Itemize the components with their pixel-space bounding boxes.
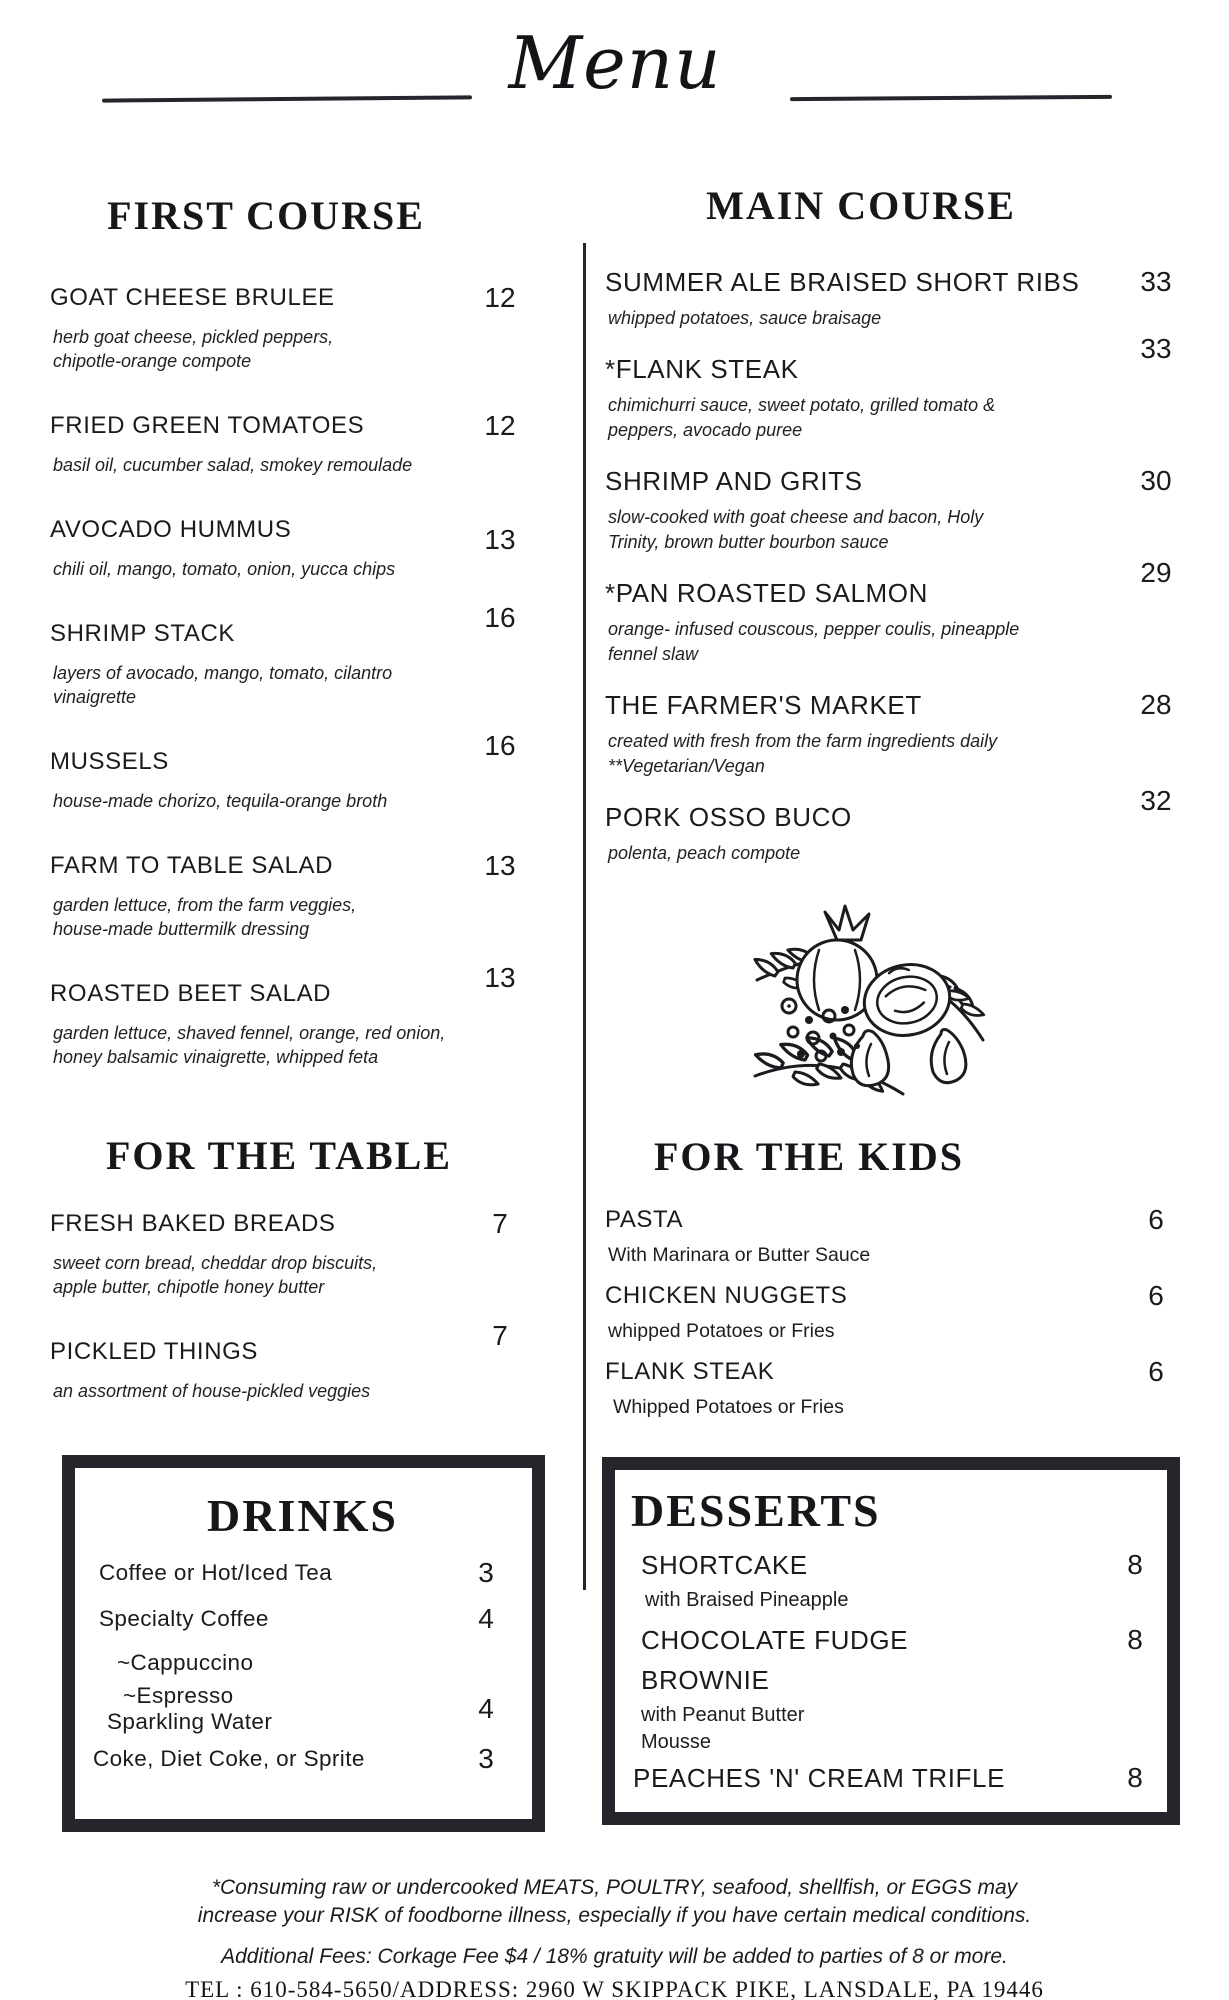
footer: [0, 1874, 1229, 2000]
menu-item: [605, 465, 1179, 555]
item-name-group: ~Espresso Sparkling Water: [107, 1683, 273, 1734]
item-name: CHOCOLATE FUDGE: [641, 1625, 909, 1655]
item-price: 3: [478, 1557, 494, 1588]
item-description: orange- infused couscous, pepper coulis, pineapple fennel slaw: [608, 619, 1020, 664]
item-name: PASTA: [605, 1206, 684, 1233]
item-description: garden lettuce, from the farm veggies, house-made buttermilk dressing: [53, 895, 357, 939]
footer-contact: TEL : 610-584-5650/ADDRESS: 2960 W SKIPPACK PIKE, LANSDALE, PA 19446: [185, 1977, 1044, 2000]
item-name: ~Cappuccino: [117, 1650, 254, 1675]
item-price: 33: [1140, 333, 1172, 364]
drink-item: [99, 1557, 506, 1589]
item-description: an assortment of house-pickled veggies: [53, 1381, 371, 1401]
item-description: with Peanut Butter Mousse: [641, 1704, 805, 1753]
menu-item: [605, 785, 1179, 866]
dessert-item: [631, 1762, 1155, 1794]
item-name: SHRIMP AND GRITS: [605, 466, 863, 496]
menu-item: [50, 1209, 545, 1299]
item-name: PICKLED THINGS: [50, 1338, 259, 1365]
item-name: PEACHES 'N' CREAM TRIFLE: [633, 1763, 1006, 1793]
right-column: [605, 170, 1179, 1433]
item-name: *PAN ROASTED SALMON: [605, 578, 928, 608]
item-name: SHRIMP STACK: [50, 620, 236, 647]
for-the-table-items: [50, 1209, 545, 1403]
item-price: 30: [1140, 465, 1172, 496]
drink-item: [99, 1649, 506, 1677]
menu-title: Menu: [508, 21, 722, 105]
item-name: FLANK STEAK: [605, 1358, 775, 1385]
menu-item: [605, 1205, 1179, 1268]
header-rule-left: [102, 95, 472, 102]
item-price: 4: [478, 1693, 494, 1724]
for-the-table-heading: FOR THE TABLE: [105, 1133, 453, 1178]
item-description: sweet corn bread, cheddar drop biscuits, apple butter, chipotle honey butter: [53, 1253, 378, 1297]
item-price: 13: [484, 962, 516, 993]
main-course-heading: MAIN COURSE: [706, 183, 1016, 228]
item-name: PORK OSSO BUCO: [605, 802, 852, 832]
item-name: AVOCADO HUMMUS: [50, 516, 292, 543]
main-course-items: [605, 266, 1179, 866]
item-price: 8: [1127, 1624, 1143, 1655]
item-name: FRESH BAKED BREADS: [50, 1210, 336, 1237]
menu-item: [605, 1357, 1179, 1420]
drink-item: [99, 1603, 506, 1635]
item-description: house-made chorizo, tequila-orange broth: [53, 791, 388, 811]
item-name: *FLANK STEAK: [605, 354, 799, 384]
item-price: 6: [1148, 1280, 1164, 1311]
menu-item: [605, 266, 1179, 331]
first-course-heading: FIRST COURSE: [107, 193, 425, 238]
item-price: 8: [1127, 1549, 1143, 1580]
for-the-kids-items: [605, 1205, 1179, 1420]
menu-item: [605, 689, 1179, 779]
item-name: SUMMER ALE BRAISED SHORT RIBS: [605, 267, 1080, 297]
item-name: Specialty Coffee: [99, 1606, 269, 1631]
footer-fees-note: Additional Fees: Corkage Fee $4 / 18% gratuity will be added to parties of 8 or more.: [221, 1945, 1008, 1968]
item-description: slow-cooked with goat cheese and bacon, Holy Trinity, brown butter bourbon sauce: [608, 507, 984, 552]
item-description: created with fresh from the farm ingredients daily **Vegetarian/Vegan: [608, 731, 998, 776]
dessert-item: [631, 1549, 1155, 1614]
drinks-heading: DRINKS: [207, 1490, 398, 1541]
item-description: basil oil, cucumber salad, smokey remoulade: [53, 455, 413, 475]
item-name: Coke, Diet Coke, or Sprite: [93, 1746, 365, 1771]
item-description: whipped Potatoes or Fries: [608, 1320, 835, 1342]
drinks-items: [93, 1557, 506, 1775]
item-name: FARM TO TABLE SALAD: [50, 852, 334, 879]
column-divider: [583, 243, 586, 1590]
drinks-box: [62, 1455, 545, 1832]
menu-item: [50, 1320, 545, 1403]
item-price: 7: [492, 1320, 508, 1351]
menu-item: [605, 557, 1179, 667]
footer-disclaimer: *Consuming raw or undercooked MEATS, POULTRY, seafood, shellfish, or EGGS may increase your RISK of foodborne illness, especially if you have certain medical conditions.: [197, 1876, 1032, 1927]
desserts-heading: DESSERTS: [631, 1485, 881, 1536]
item-price: 6: [1148, 1204, 1164, 1235]
garlic-clove-icon: [851, 1030, 966, 1086]
item-name: SHORTCAKE: [641, 1550, 808, 1580]
item-price: 12: [484, 282, 516, 313]
left-column: [50, 185, 545, 1441]
item-price: 33: [1140, 266, 1172, 297]
item-name: MUSSELS: [50, 748, 169, 775]
item-price: 13: [484, 850, 516, 881]
item-description: garden lettuce, shaved fennel, orange, red onion, honey balsamic vinaigrette, whipped feta: [53, 1023, 446, 1067]
item-name: ROASTED BEET SALAD: [50, 980, 332, 1007]
vegetables-illustration: [745, 888, 995, 1103]
item-description: layers of avocado, mango, tomato, cilantro vinaigrette: [53, 663, 393, 707]
item-name: GOAT CHEESE BRULEE: [50, 284, 335, 311]
item-description: With Marinara or Butter Sauce: [608, 1244, 871, 1266]
item-name: BROWNIE: [641, 1665, 770, 1695]
item-price: 8: [1127, 1762, 1143, 1793]
first-course-items: [50, 283, 545, 1069]
dessert-item: [631, 1624, 1155, 1756]
item-description: herb goat cheese, pickled peppers, chipotle-orange compote: [53, 327, 334, 371]
menu-item: [50, 515, 545, 581]
menu-item: [50, 602, 545, 709]
item-name: CHICKEN NUGGETS: [605, 1282, 848, 1309]
item-price: 16: [484, 730, 516, 761]
item-description: chimichurri sauce, sweet potato, grilled tomato & peppers, avocado puree: [608, 395, 996, 440]
item-description: polenta, peach compote: [608, 843, 801, 863]
desserts-box: [602, 1457, 1180, 1825]
item-price: 16: [484, 602, 516, 633]
item-price: 7: [492, 1208, 508, 1239]
item-description: with Braised Pineapple: [645, 1589, 849, 1611]
for-the-kids-heading: FOR THE KIDS: [654, 1134, 964, 1179]
item-name: THE FARMER'S MARKET: [605, 690, 922, 720]
drink-item: [99, 1683, 506, 1735]
item-price: 29: [1140, 557, 1172, 588]
item-name: Coffee or Hot/Iced Tea: [99, 1560, 333, 1585]
item-description: Whipped Potatoes or Fries: [613, 1396, 844, 1418]
menu-item: [50, 851, 545, 941]
menu-item: [50, 962, 545, 1069]
header-rule-right: [790, 95, 1112, 101]
item-price: 28: [1140, 689, 1172, 720]
desserts-items: [631, 1549, 1155, 1794]
item-price: 13: [484, 524, 516, 555]
item-price: 4: [478, 1603, 494, 1634]
menu-item: [50, 283, 545, 373]
menu-item: [605, 1281, 1179, 1344]
menu-item: [50, 730, 545, 813]
item-price: 12: [484, 410, 516, 441]
item-description: chili oil, mango, tomato, onion, yucca chips: [53, 559, 396, 579]
menu-item: [605, 333, 1179, 443]
menu-item: [50, 411, 545, 477]
drink-item: [93, 1743, 506, 1775]
item-price: 6: [1148, 1356, 1164, 1387]
item-description: whipped potatoes, sauce braisage: [608, 308, 882, 328]
item-price: 3: [478, 1743, 494, 1774]
item-price: 32: [1140, 785, 1172, 816]
item-name: FRIED GREEN TOMATOES: [50, 412, 365, 439]
